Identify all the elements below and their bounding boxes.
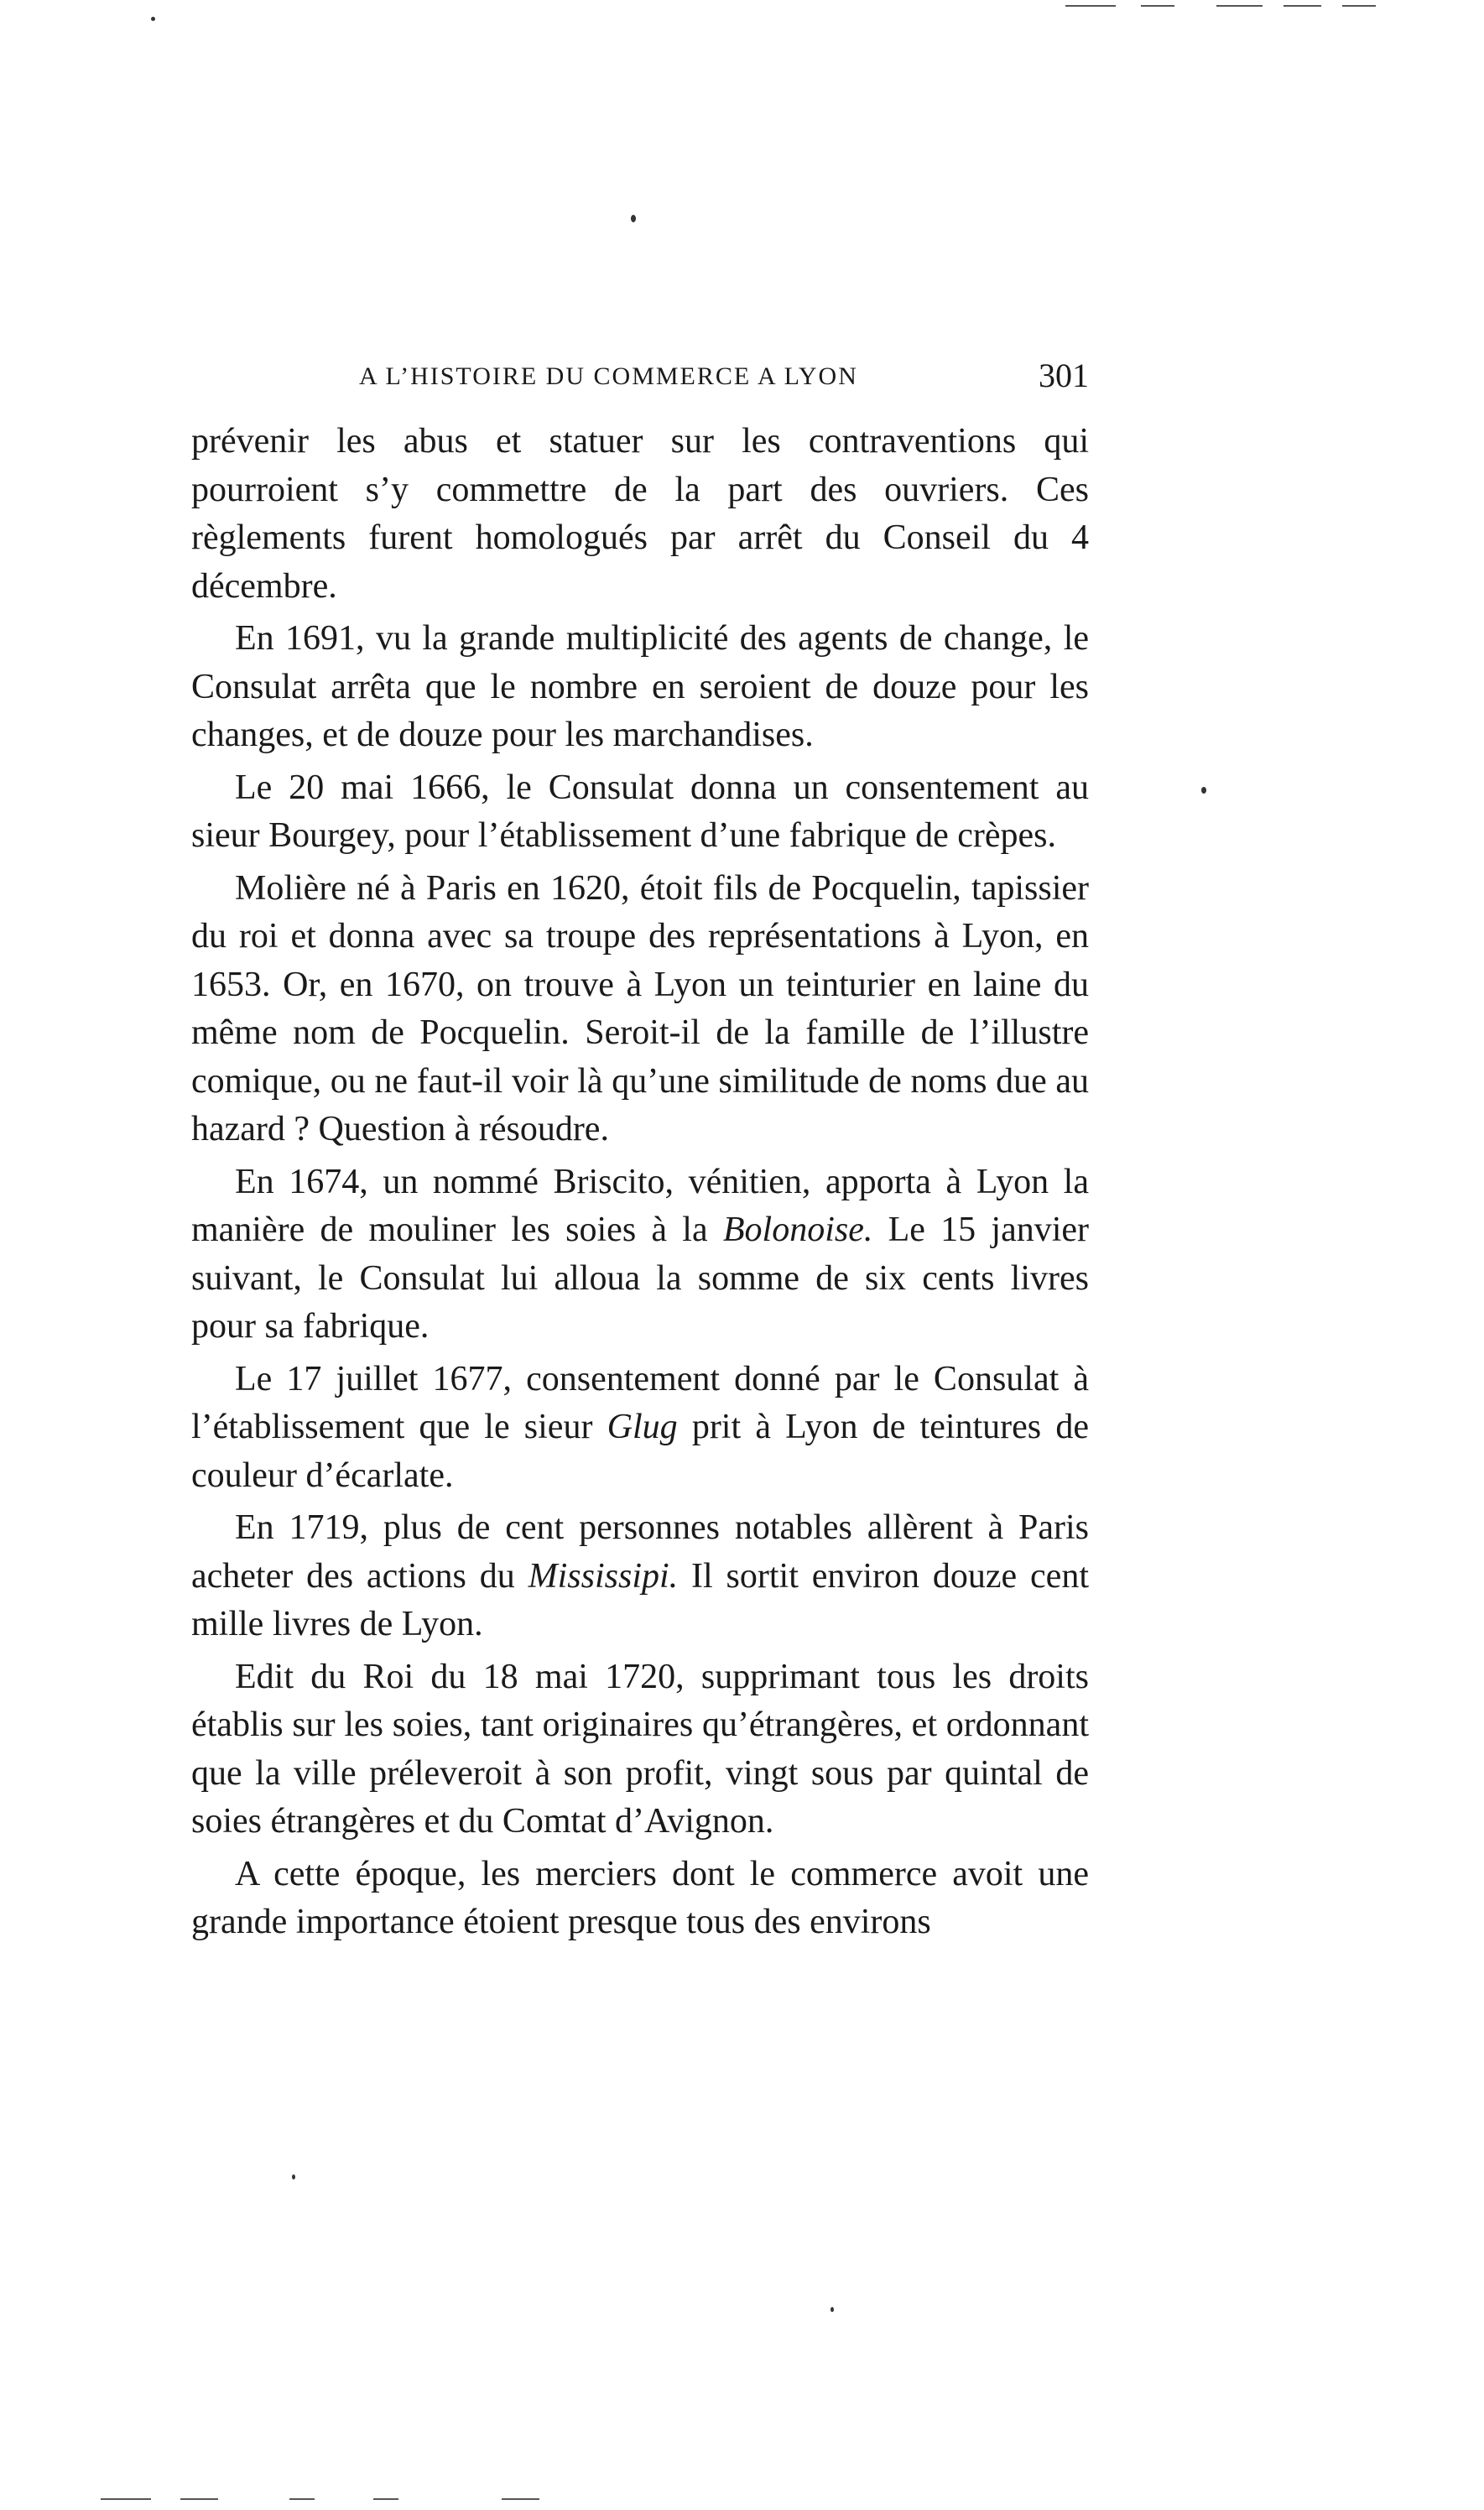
paragraph-mississipi: [191, 1504, 1089, 1649]
paragraph-bourgey: [191, 764, 1089, 861]
paragraph-text: En 1691, vu la grande multiplicité des agents de change, le Consulat arrêta que le nombre en seroient de douze pour les changes, et de douze pour les marchandises.: [191, 619, 1089, 754]
italic-name: Glug: [607, 1408, 678, 1446]
paragraph-text: prit à Lyon de teintures de couleur d’écarlate.: [191, 1408, 1089, 1495]
scan-speck: [151, 17, 155, 21]
scan-edge-mark: [1216, 5, 1263, 7]
page-number: 301: [1039, 357, 1089, 394]
paragraph-text: Le 17 juillet 1677, consentement donné par le Consulat à l’établissement que le sieur: [191, 1359, 1089, 1446]
paragraph-edict-1720: [191, 1653, 1089, 1846]
scan-speck: [631, 215, 636, 222]
paragraph-briscito: [191, 1159, 1089, 1351]
body-text: [191, 418, 1089, 1951]
scan-edge-mark: [1141, 5, 1174, 7]
paragraph-regulations: [191, 418, 1089, 611]
scan-edge-mark: [101, 2498, 151, 2500]
scan-edge-mark: [289, 2498, 315, 2500]
scan-edge-mark: [1284, 5, 1321, 7]
scan-speck: [1201, 787, 1206, 794]
scan-edge-mark: [1065, 5, 1116, 7]
scan-speck: [831, 2307, 834, 2312]
paragraph-text: Le 20 mai 1666, le Consulat donna un consentement au sieur Bourgey, pour l’établissement d’une fabrique de crèpes.: [191, 768, 1089, 855]
italic-term: Mississipi.: [528, 1556, 679, 1596]
paragraph-text: A cette époque, les merciers dont le commerce avoit une grande importance étoient presque tous des environs: [191, 1854, 1089, 1941]
paragraph-moliere: [191, 865, 1089, 1154]
paragraph-text: Molière né à Paris en 1620, étoit fils de Pocquelin, tapissier du roi et donna avec sa troupe des représentations à Lyon, en 1653. Or, en 1670, on trouve à Lyon un teinturier en laine du même nom de Pocquelin. Seroit-il de la famille de l’illustre comique, ou ne faut-il voir là qu’une similitude de noms due au hazard ? Question à résoudre.: [191, 868, 1089, 1148]
paragraph-text: Il sortit environ douze cent mille livres de Lyon.: [191, 1556, 1089, 1643]
scan-speck: [292, 2174, 295, 2179]
scan-edge-mark: [180, 2498, 218, 2500]
paragraph-text: En 1674, un nommé Briscito, vénitien, apporta à Lyon la manière de mouliner les soies à la: [191, 1162, 1089, 1249]
scan-edge-mark: [373, 2498, 398, 2500]
running-head: [191, 352, 1089, 403]
paragraph-glug: [191, 1356, 1089, 1501]
paragraph-merciers: [191, 1851, 1089, 1947]
paragraph-text: Edit du Roi du 18 mai 1720, supprimant tous les droits établis sur les soies, tant originaires qu’étrangères, et ordonnant que la ville préleveroit à son profit, vingt sous par quintal de soies étrangères et du Comtat d’Avignon.: [191, 1657, 1089, 1841]
running-title: A L’HISTOIRE DU COMMERCE A LYON: [359, 362, 858, 390]
paragraph-text: prévenir les abus et statuer sur les contraventions qui pourroient s’y commettre de la part des ouvriers. Ces règlements furent homologués par arrêt du Conseil du 4 décembre.: [191, 422, 1089, 606]
paragraph-text: Le 15 janvier suivant, le Consulat lui alloua la somme de six cents livres pour sa fabrique.: [191, 1211, 1090, 1346]
paragraph-agents-of-exchange: [191, 615, 1089, 760]
scan-edge-mark: [1342, 5, 1376, 7]
italic-term: Bolonoise.: [722, 1211, 873, 1249]
scan-edge-mark: [502, 2498, 539, 2500]
paragraph-text: En 1719, plus de cent personnes notables allèrent à Paris acheter des actions du: [191, 1508, 1089, 1596]
